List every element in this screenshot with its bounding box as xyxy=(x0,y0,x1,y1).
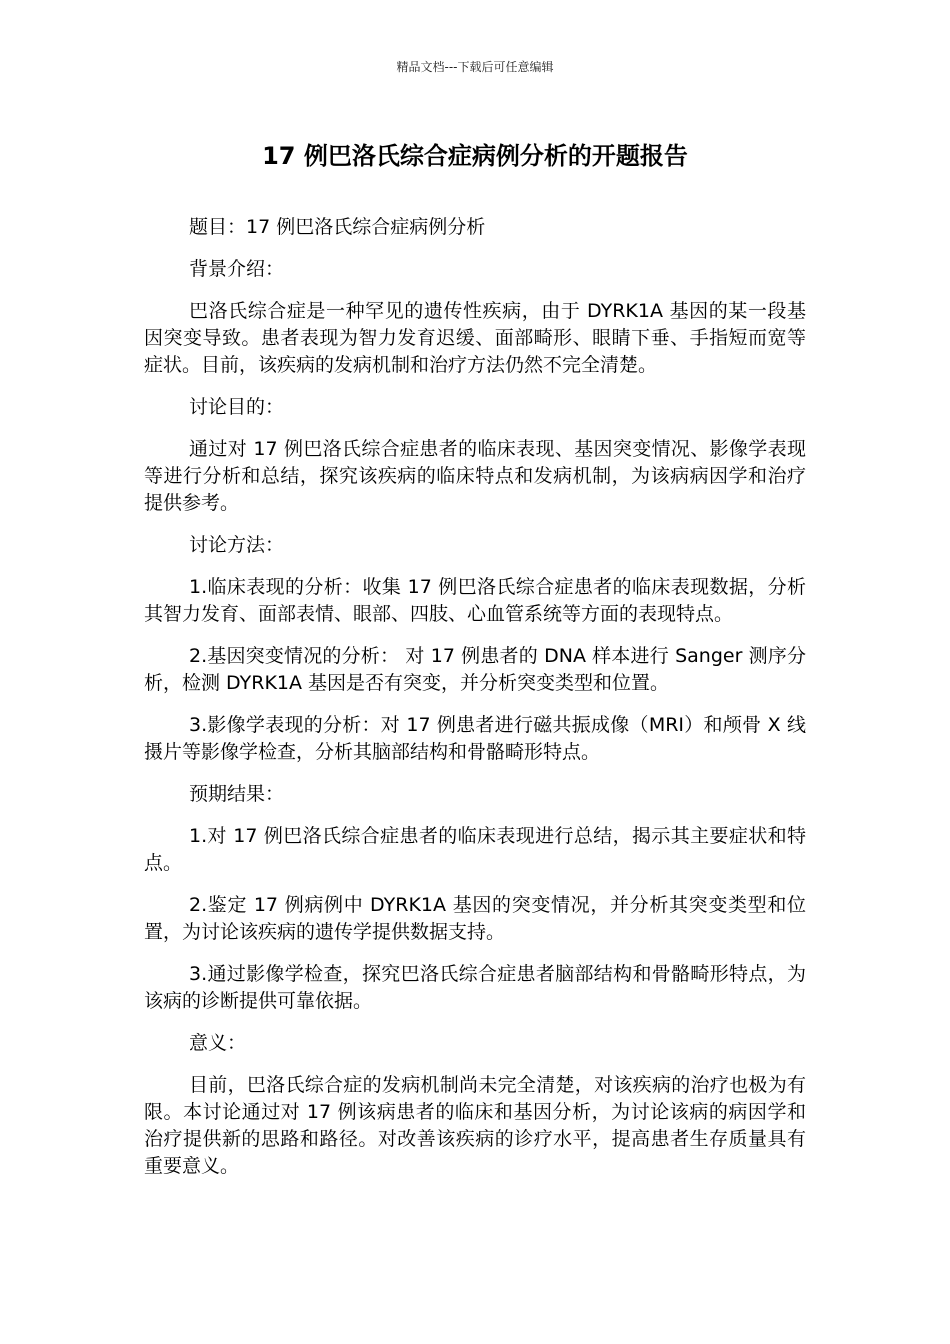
heading-expected-results: 预期结果： xyxy=(189,783,285,805)
paragraph-method-2: 2.基因突变情况的分析： 对 17 例患者的 DNA 样本进行 Sanger 测序分析，检测 DYRK1A 基因是否有突变，并分析突变类型和位置。 xyxy=(144,645,806,694)
document-title: 17 例巴洛氏综合症病例分析的开题报告 xyxy=(262,142,688,170)
heading-methods: 讨论方法： xyxy=(189,534,285,556)
header-note: 精品文档---下载后可任意编辑 xyxy=(396,60,554,74)
paragraph-purpose: 通过对 17 例巴洛氏综合症患者的临床表现、基因突变情况、影像学表现等进行分析和总结，探究该疾病的临床特点和发病机制，为该病病因学和治疗提供参考。 xyxy=(144,438,806,514)
heading-background: 背景介绍： xyxy=(189,258,285,280)
paragraph-background: 巴洛氏综合症是一种罕见的遗传性疾病，由于 DYRK1A 基因的某一段基因突变导致。患者表现为智力发育迟缓、面部畸形、眼睛下垂、手指短而宽等症状。目前，该疾病的发病机制和治疗方法仍然不完全清楚。 xyxy=(144,300,806,376)
paragraph-topic: 题目：17 例巴洛氏综合症病例分析 xyxy=(189,216,486,238)
paragraph-result-3: 3.通过影像学检查，探究巴洛氏综合症患者脑部结构和骨骼畸形特点，为该病的诊断提供可靠依据。 xyxy=(144,963,806,1012)
heading-purpose: 讨论目的： xyxy=(189,396,285,418)
paragraph-result-2: 2.鉴定 17 例病例中 DYRK1A 基因的突变情况，并分析其突变类型和位置，为讨论该疾病的遗传学提供数据支持。 xyxy=(144,894,806,943)
heading-significance: 意义： xyxy=(189,1032,247,1054)
paragraph-significance: 目前，巴洛氏综合症的发病机制尚未完全清楚，对该疾病的治疗也极为有限。本讨论通过对 17 例该病患者的临床和基因分析，为讨论该病的病因学和治疗提供新的思路和路径。对改善该疾病的诊疗水平，提高患者生存质量具有重要意义。 xyxy=(144,1074,806,1177)
paragraph-method-3: 3.影像学表现的分析：对 17 例患者进行磁共振成像（MRI）和颅骨 X 线摄片等影像学检查，分析其脑部结构和骨骼畸形特点。 xyxy=(144,714,806,763)
document-body xyxy=(144,214,806,1195)
paragraph-result-1: 1.对 17 例巴洛氏综合症患者的临床表现进行总结，揭示其主要症状和特点。 xyxy=(144,825,806,874)
paragraph-method-1: 1.临床表现的分析：收集 17 例巴洛氏综合症患者的临床表现数据，分析其智力发育、面部表情、眼部、四肢、心血管系统等方面的表现特点。 xyxy=(144,576,806,625)
